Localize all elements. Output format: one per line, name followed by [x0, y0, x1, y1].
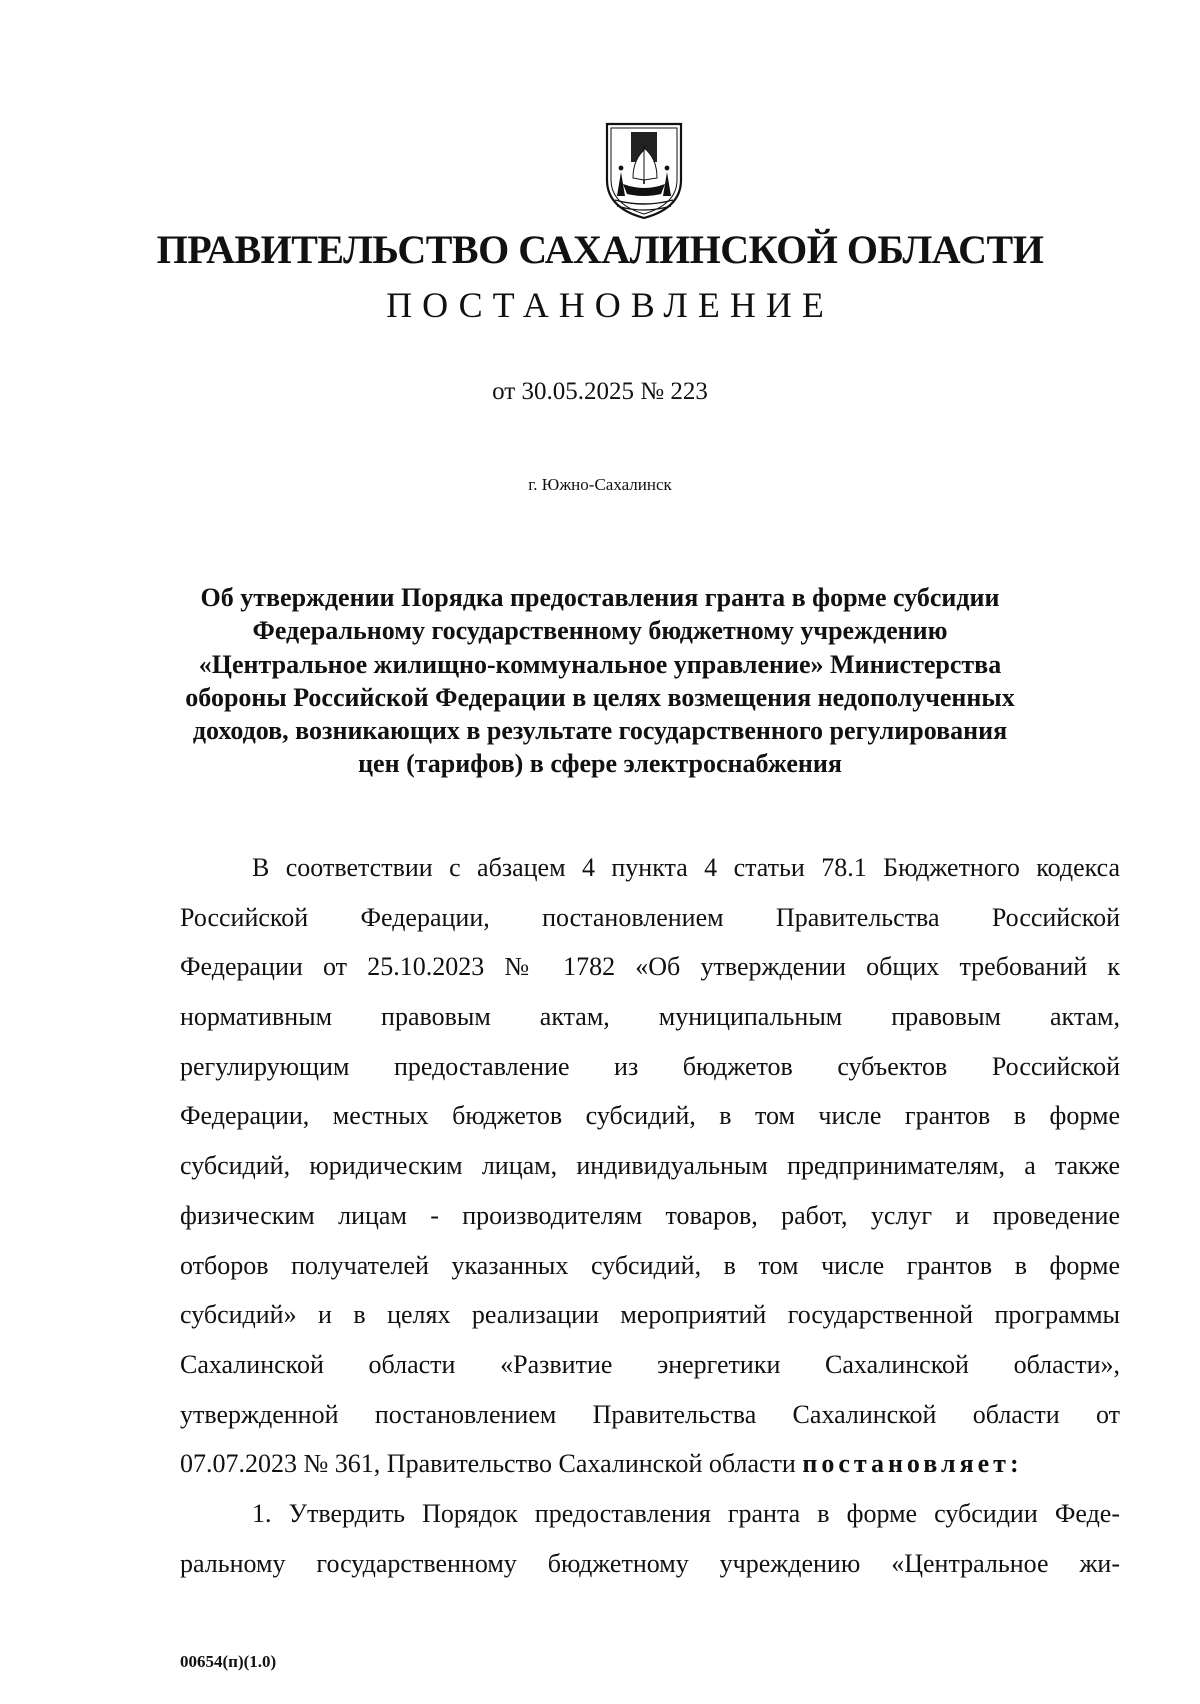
subject-line: обороны Российской Федерации в целях возмещения недополученных	[185, 682, 1015, 712]
preamble-line: утвержденной постановлением Правительства Сахалинской области от	[180, 1399, 1120, 1429]
document-date-number: от 30.05.2025 № 223	[492, 378, 708, 405]
subject-line: доходов, возникающих в результате государственного регулирования	[192, 716, 1008, 746]
preamble-line: В соответствии с абзацем 4 пункта 4 статьи 78.1 Бюджетного кодекса	[252, 853, 1120, 882]
item-1-line: 1. Утвердить Порядок предоставления гранта в форме субсидии Феде-	[252, 1498, 1120, 1528]
preamble-line: Федерации от 25.10.2023 № 1782 «Об утверждении общих требований к	[180, 952, 1120, 982]
sakhalin-coat-of-arms-icon	[603, 122, 685, 220]
preamble-line: Федерации, местных бюджетов субсидий, в том числе грантов в форме	[180, 1101, 1120, 1131]
item-1-line: ральному государственному бюджетному учреждению «Центральное жи-	[180, 1548, 1120, 1578]
preamble-line: физическим лицам - производителям товаров, работ, услуг и проведение	[180, 1200, 1120, 1230]
subject-line: Об утверждении Порядка предоставления гранта в форме субсидии	[200, 583, 1000, 612]
preamble-line: Российской Федерации, постановлением Правительства Российской	[180, 902, 1120, 932]
resolves-word: постановляет:	[802, 1449, 1023, 1479]
subject-line: Федеральному государственному бюджетному учреждению	[252, 616, 948, 646]
preamble-line: Сахалинской области «Развитие энергетики Сахалинской области»,	[180, 1349, 1120, 1379]
preamble-line: отборов получателей указанных субсидий, в том числе грантов в форме	[180, 1250, 1120, 1280]
preamble-line: регулирующим предоставление из бюджетов субъектов Российской	[180, 1051, 1120, 1081]
preamble-line: субсидий, юридическим лицам, индивидуальным предпринимателям, а также	[180, 1151, 1120, 1181]
preamble-line: субсидий» и в целях реализации мероприятий государственной программы	[180, 1300, 1120, 1330]
preamble-last-text: 07.07.2023 № 361, Правительство Сахалинской области	[180, 1449, 803, 1479]
preamble-last-line	[180, 1439, 1120, 1489]
document-type: ПОСТАНОВЛЕНИЕ	[386, 285, 834, 325]
form-code: 00654(п)(1.0)	[180, 1652, 277, 1671]
preamble-line: нормативным правовым актам, муниципальным правовым актам,	[180, 1002, 1120, 1032]
document-subject	[180, 581, 1020, 781]
government-name: ПРАВИТЕЛЬСТВО САХАЛИНСКОЙ ОБЛАСТИ	[156, 227, 1044, 272]
subject-line: «Центральное жилищно-коммунальное управление» Министерства	[198, 649, 1002, 679]
subject-line: цен (тарифов) в сфере электроснабжения	[358, 749, 842, 779]
document-body	[180, 843, 1120, 1588]
document-city: г. Южно-Сахалинск	[528, 475, 672, 494]
